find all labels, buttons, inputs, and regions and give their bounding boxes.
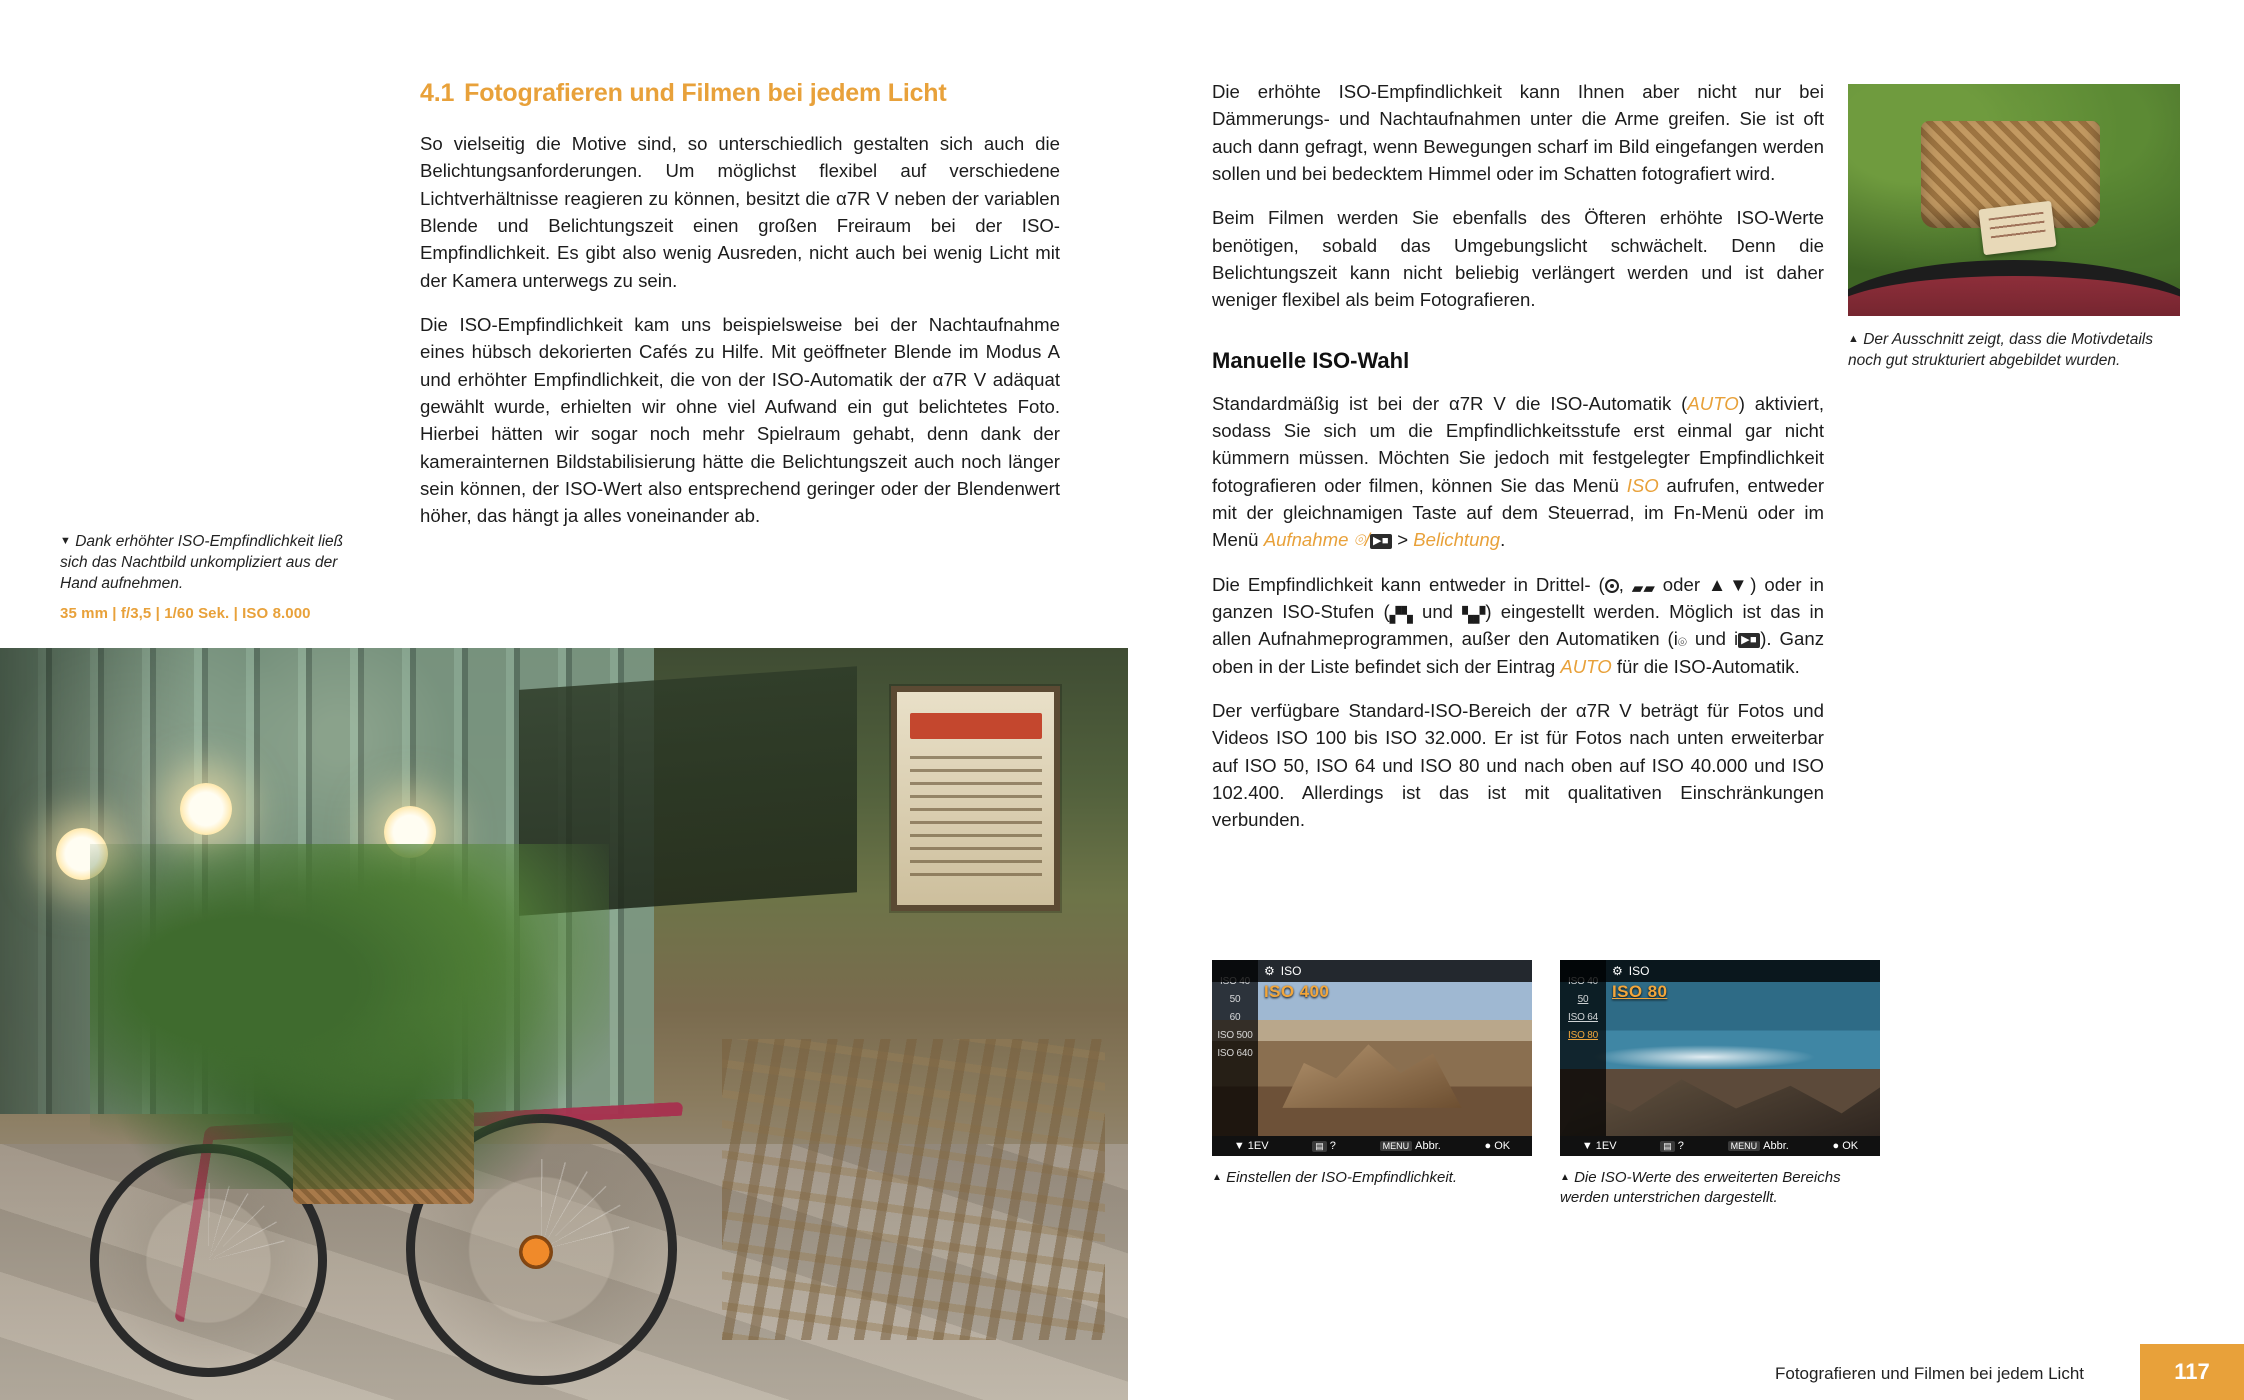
left-photo-caption [60,532,360,622]
caption-text: Der Ausschnitt zeigt, dass die Motivdetails noch gut strukturiert abgebildet wurden. [1848,331,2153,369]
text-run: ). Ganz oben in der Liste befindet sich der Eintrag [1212,628,1824,677]
ok-dot-icon: ● [1484,1140,1492,1152]
iso-list-item[interactable]: ISO 500 [1217,1030,1253,1041]
help-key-icon: ▤ [1312,1141,1327,1152]
text-run: ) eingestellt werden. Möglich ist das in allen Aufnahmeprogrammen, außer den Automatiken (i [1212,600,1824,650]
camera-screen [1212,960,1532,1156]
caption-text: Dank erhöhter ISO-Empfindlichkeit ließ sich das Nachtbild unkompliziert aus der Hand aufnehmen. [60,533,344,592]
text-run: oder ▲▼) oder in ganzen ISO-Stufen ( [1212,573,1824,622]
back-label: Abbr. [1763,1140,1789,1152]
detail-crop-photo [1848,84,2180,316]
iso-keyword: ISO [1626,474,1659,496]
camera-top-bar [1560,960,1880,982]
paragraph: Die ISO-Empfindlichkeit kam uns beispielsweise bei der Nachtaufnahme eines hübsch dekorierten Cafés zu Hilfe. Mit geöffneter Blende im Modus A und erhöhter Empfindlichkeit, die von der ISO-Automatik der α7R V adäquat gewählt wurde, erhielten wir ohne viel Aufwand ein gut belichtetes Foto. Hierbei hätten wir sogar noch mehr Spielraum gehabt, denn dank der kamerainternen Bildstabilisierung hätte die Belichtungszeit auch noch länger sein können, der ISO-Wert also entsprechend geringer oder der Blendenwert höher, das hängt ja alles voneinander ab. [420,313,1060,527]
left-text-column [420,78,1060,530]
iso-list-item[interactable]: 50 [1577,994,1589,1005]
ev-step-control[interactable] [1582,1140,1617,1152]
camera-icon: ⌾/ [1348,529,1370,551]
ok-label: OK [1494,1140,1511,1152]
detail-photo-caption [1848,330,2184,372]
ok-dot-icon: ● [1832,1140,1840,1152]
paragraph: So vielseitig die Motive sind, so unterschiedlich gestalten sich auch die Belichtungsanforderungen. Um möglichst flexibel auf verschiedene Lichtverhältnisse reagieren zu können, besitzt die α7R V neben der variablen Blende und Belichtungszeit einen großen Freiraum bei der ISO-Empfindlichkeit. Es gibt also wenig Ausreden, nicht auch bei wenig Licht mit der Kamera unterwegs zu sein. [420,133,1060,291]
front-dial-icon: ▰▰ [1631,579,1655,597]
selected-iso-value: ISO 400 [1264,982,1330,1001]
back-control[interactable] [1728,1140,1789,1152]
photo-flowers [90,844,609,1190]
paragraph-iso-menu [1212,390,1824,554]
caption-marker-icon: ▲ [1212,1172,1222,1183]
paragraph: Der verfügbare Standard-ISO-Bereich der α7R V beträgt für Fotos und Videos ISO 100 bis ISO 32.000. Er ist für Fotos nach unten erweiterbar auf ISO 50, ISO 64 und ISO 80 und nach oben auf ISO 40.000 und ISO 102.400. Allerdings ist das ist mit qualitativen Einschränkungen verbunden. [1212,699,1824,831]
iso-menu-label: ISO [1628,964,1650,978]
page-number: 117 [2140,1344,2244,1400]
auto-keyword: AUTO [1560,655,1612,677]
ev-step-control[interactable] [1234,1140,1269,1152]
text-run: und [1412,600,1463,622]
back-label: Abbr. [1415,1140,1441,1152]
night-cafe-photo [0,648,1128,1400]
auto-keyword: AUTO [1687,392,1739,414]
live-view-subject [1282,1030,1461,1107]
caption-marker-icon: ▲ [1560,1172,1570,1183]
text-run: aufrufen, entweder mit der gleichnamigen Taste auf dem Steuerrad, im Fn-Menü oder im Menü [1212,474,1825,551]
iso-list-item[interactable]: ISO 64 [1568,1012,1598,1023]
text-run: ) aktiviert, sodass Sie sich um die Empfindlichkeitsstufe erst einmal gar nicht kümmern müssen. Möchten Sie jedoch mit festgelegter Empfindlichkeit fotografieren oder filmen, können Sie das Menü [1212,392,1824,496]
iso-list-item[interactable]: 60 [1229,1012,1241,1023]
iso-list-item[interactable]: ISO 640 [1217,1048,1253,1059]
paragraph: Die erhöhte ISO-Empfindlichkeit kann Ihnen aber nicht nur bei Dämmerungs- und Nachtaufnahmen unter die Arme greifen. Sie ist oft auch dann gefragt, wenn Bewegungen scharf im Bild eingefangen werden sollen und bei bedecktem Himmel oder im Schatten fotografiert wird. [1212,81,1824,184]
text-run: Standardmäßig ist bei der α7R V die ISO-Automatik ( [1212,392,1688,414]
iso-menu-icon: ⚙ [1612,964,1623,978]
help-control[interactable] [1660,1140,1684,1152]
exif-data: 35 mm | f/3,5 | 1/60 Sek. | ISO 8.000 [60,604,311,622]
iso-value-list[interactable] [1212,960,1258,1136]
ok-control[interactable] [1833,1140,1859,1152]
iso-list-item[interactable]: 50 [1229,994,1241,1005]
ev-label: 1EV [1595,1140,1617,1152]
photo-chairs [722,1039,1106,1340]
help-label: ? [1677,1140,1684,1152]
camera-top-bar [1212,960,1532,982]
menu-key-icon: MENU [1728,1141,1761,1151]
paragraph-iso-steps [1212,571,1824,680]
control-wheel-icon [1605,579,1619,593]
back-control[interactable] [1380,1140,1441,1152]
caption-marker-icon: ▼ [60,535,71,547]
caption-marker-icon: ▲ [1848,333,1859,345]
selected-iso-value: ISO 80 [1612,982,1668,1001]
text-run: für die ISO-Automatik. [1611,655,1800,677]
ok-control[interactable] [1485,1140,1511,1152]
photo-handwritten-tag [1978,200,2056,255]
ev-label: 1EV [1247,1140,1269,1152]
live-view-foam [1592,1045,1816,1070]
caption-text: Die ISO-Werte des erweiterten Bereichs werden unterstrichen dargestellt. [1560,1169,1841,1207]
running-title: Fotografieren und Filmen bei jedem Licht [1775,1364,2084,1383]
paragraph: Beim Filmen werden Sie ebenfalls des Öfteren erhöhte ISO-Werte benötigen, sobald das Umgebungslicht schwächelt. Denn die Belichtungszeit kann nicht beliebig verlängert werden und ist daher weniger flexibel als beim Fotografieren. [1212,207,1824,311]
photo-menu-board [891,686,1060,912]
iso-menu-icon: ⚙ [1264,964,1275,978]
help-control[interactable] [1312,1140,1336,1152]
iso-menu-label: ISO [1280,964,1302,978]
camera-bottom-bar [1560,1136,1880,1156]
ok-label: OK [1842,1140,1859,1152]
menu-key-icon: MENU [1380,1141,1413,1151]
text-run: . [1500,529,1506,551]
camera-caption [1560,1168,1880,1209]
caption-text-block [60,532,360,595]
camera-live-view [1560,960,1880,1136]
chevron-down-icon: ▼ [1581,1140,1593,1152]
aufnahme-keyword: Aufnahme [1263,529,1349,551]
right-text-column [1212,78,1824,834]
camera-bottom-bar [1212,1136,1532,1156]
auto-photo-mode-icon: ⌾ [1677,634,1687,652]
belichtung-keyword: Belichtung [1413,529,1501,551]
caption-text: Einstellen der ISO-Empfindlichkeit. [1226,1169,1458,1186]
camera-screen [1560,960,1880,1156]
camera-screenshot-group [1212,960,2184,1209]
section-title-text: Fotografieren und Filmen bei jedem Licht [464,79,947,107]
section-heading [420,78,1060,108]
subheading: Manuelle ISO-Wahl [1212,347,1410,373]
help-label: ? [1329,1140,1336,1152]
text-run: > [1392,529,1414,551]
text-run: und i [1686,628,1739,650]
camera-screenshot-2 [1560,960,1880,1209]
camera-screenshot-1 [1212,960,1532,1209]
auto-movie-mode-icon: ▶■ [1738,633,1760,648]
section-number: 4.1 [420,79,455,107]
text-run: Die Empfindlichkeit kann entweder in Drittel- ( [1212,573,1605,595]
camera-live-view [1212,960,1532,1136]
iso-list-item[interactable]: ISO 80 [1568,1030,1598,1041]
caption-text-block [1848,330,2184,372]
movie-icon: ▶■ [1370,534,1392,549]
chevron-down-icon: ▼ [1233,1140,1245,1152]
rear-dial-2-icon: ▚▞ [1462,606,1486,624]
photo-bicycle-hub [519,1235,553,1269]
rear-dial-icon: ▞▚ [1389,606,1413,624]
camera-caption [1212,1168,1532,1188]
page-footer [0,1344,2244,1400]
iso-value-list[interactable] [1560,960,1606,1136]
text-run: , [1618,573,1632,595]
help-key-icon: ▤ [1660,1141,1675,1152]
